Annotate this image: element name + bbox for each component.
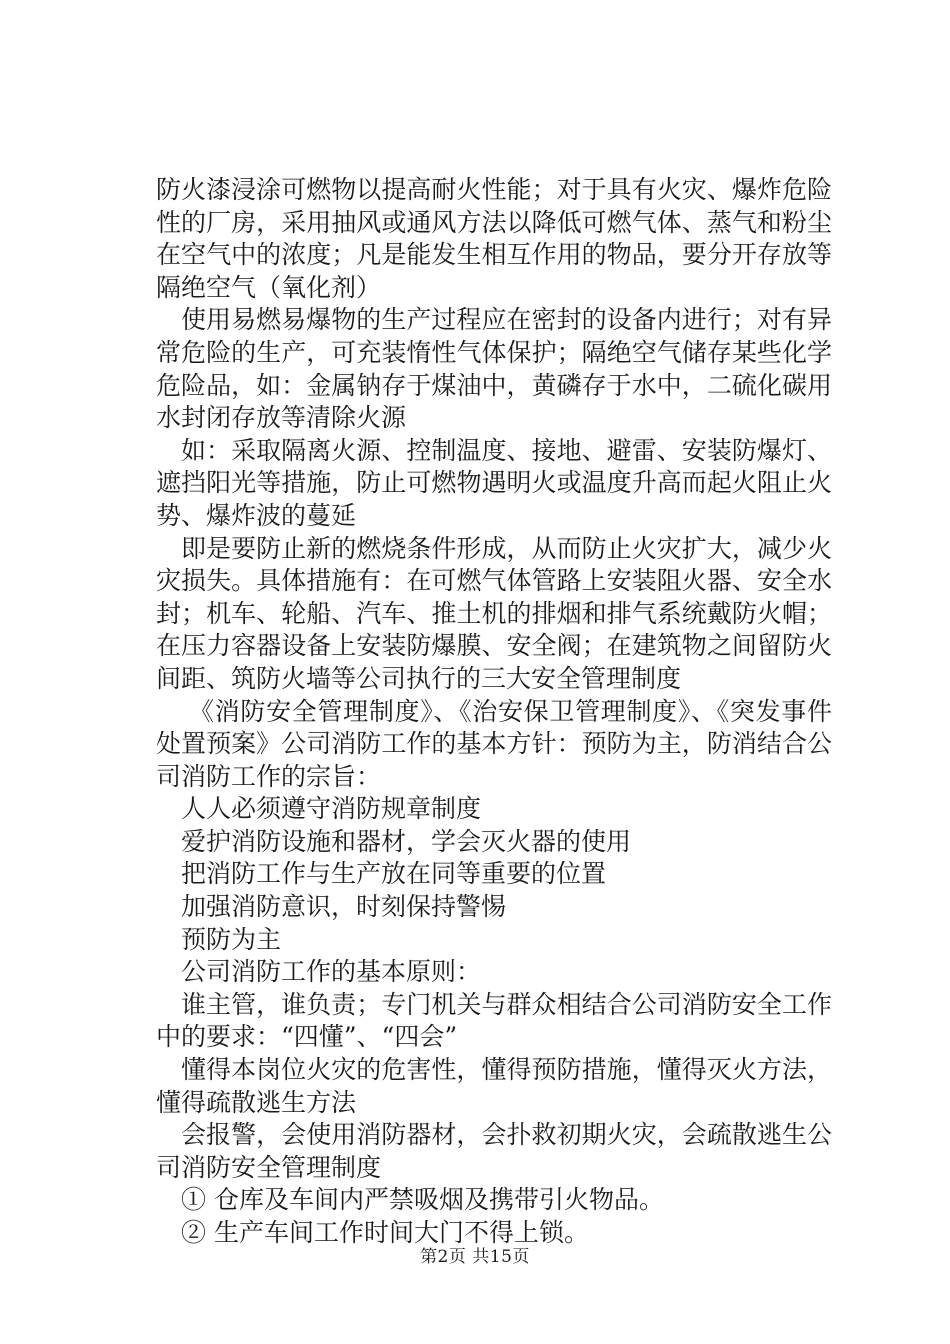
paragraph-14: 会报警，会使用消防器材，会扑救初期火灾，会疏散逃生公司消防安全管理制度 [156,1120,832,1182]
paragraph-2: 使用易燃易爆物的生产过程应在密封的设备内进行；对有异常危险的生产，可充装惰性气体保护；隔绝空气储存某些化学危险品，如：金属钠存于煤油中，黄磷存于水中，二硫化碳用水封闭存放等清除火源 [156,305,832,433]
paragraph-12: 谁主管，谁负责；专门机关与群众相结合公司消防安全工作中的要求：“四懂”、“四会” [156,989,832,1052]
paragraph-5: 《消防安全管理制度》、《治安保卫管理制度》、《突发事件处置预案》公司消防工作的基本方针：预防为主，防消结合公司消防工作的宗旨： [156,696,832,791]
paragraph-7: 爱护消防设施和器材，学会灭火器的使用 [181,826,632,856]
paragraph-6: 人人必须遵守消防规章制度 [181,794,482,824]
paragraph-1: 防火漆浸涂可燃物以提高耐火性能；对于具有火灾、爆炸危险性的厂房，采用抽风或通风方法以降低可燃气体、蒸气和粉尘在空气中的浓度；凡是能发生相互作用的物品，要分开存放等隔绝空气（氧化剂） [156,175,832,302]
paragraph-9: 加强消防意识，时刻保持警惕 [181,892,507,922]
paragraph-13: 懂得本岗位火灾的危害性，懂得预防措施，懂得灭火方法，懂得疏散逃生方法 [156,1055,832,1117]
page-number-footer: 第2页 共15页 [420,1247,530,1267]
paragraph-10: 预防为主 [181,924,282,954]
paragraph-4: 即是要防止新的燃烧条件形成，从而防止火灾扩大，减少火灾损失。具体措施有：在可燃气体管路上安装阻火器、安全水封；机车、轮船、汽车、推土机的排烟和排气系统戴防火帽；在压力容器设备上安装防爆膜、安全阀；在建筑物之间留防火间距、筑防火墙等公司执行的三大安全管理制度 [156,533,832,693]
paragraph-11: 公司消防工作的基本原则： [181,957,482,987]
paragraph-16: ② 生产车间工作时间大门不得上锁。 [181,1218,589,1247]
paragraph-8: 把消防工作与生产放在同等重要的位置 [181,859,607,889]
paragraph-3: 如：采取隔离火源、控制温度、接地、避雷、安装防爆灯、遮挡阳光等措施，防止可燃物遇明火或温度升高而起火阻止火势、爆炸波的蔓延 [156,435,832,530]
document-body [156,174,832,1250]
paragraph-15: ① 仓库及车间内严禁吸烟及携带引火物品。 [181,1185,664,1215]
